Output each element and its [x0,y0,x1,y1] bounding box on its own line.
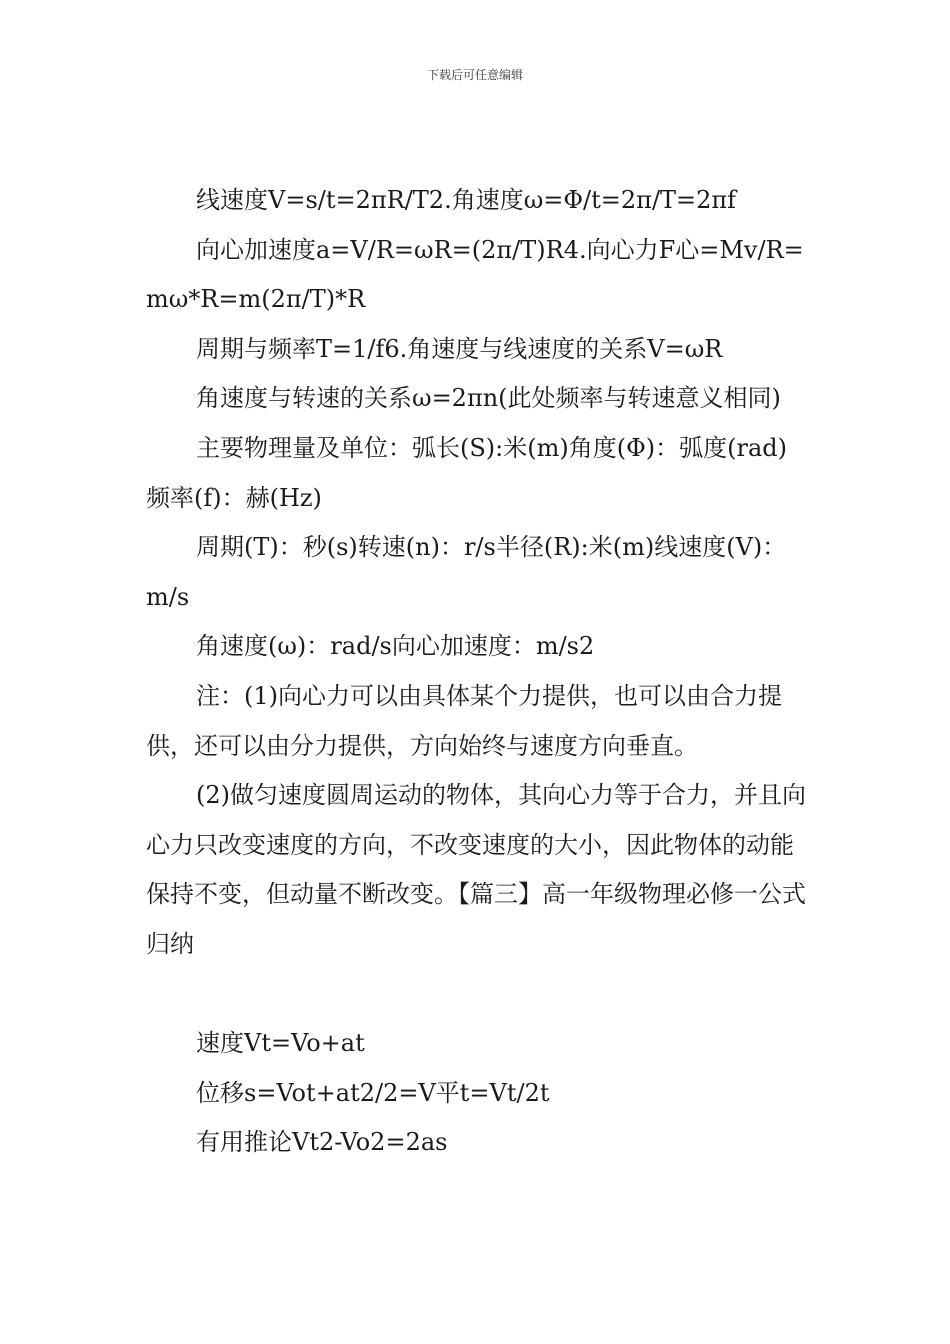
paragraph-note-2: (2)做匀速度圆周运动的物体，其向心力等于合力，并且向心力只改变速度的方向，不改变速度的大小，因此物体的动能保持不变，但动量不断改变。【篇三】高一年级物理必修一公式归纳 [146,781,806,958]
paragraph-inference-formula: 有用推论Vt2-Vo2=2as [196,1128,448,1157]
paragraph-period-frequency: 周期与频率T=1/f6.角速度与线速度的关系V=ωR [196,334,723,363]
paragraph-units-3: 角速度(ω)：rad/s向心加速度：m/s2 [196,632,595,661]
page-header-note: 下载后可任意编辑 [426,68,523,82]
paragraph-note-1: 注：(1)向心力可以由具体某个力提供，也可以由合力提供，还可以由分力提供，方向始终与速度方向垂直。 [146,681,782,760]
paragraph-line-speed: 线速度V=s/t=2πR/T2.角速度ω=Φ/t=2π/T=2πf [196,186,737,214]
paragraph-displacement-formula: 位移s=Vot+at2/2=V平t=Vt/2t [196,1078,550,1107]
paragraph-angular-rotation: 角速度与转速的关系ω=2πn(此处频率与转速意义相同) [196,384,781,413]
paragraph-centripetal-acceleration: 向心加速度a=V/R=ωR=(2π/T)R4.向心力F心=Mv/R=mω*R=m(2π/T)*R [146,235,804,314]
document-body [146,176,810,1168]
paragraph-velocity-formula: 速度Vt=Vo+at [196,1029,365,1058]
paragraph-units-2: 周期(T)：秒(s)转速(n)：r/s半径(R):米(m)线速度(V)：m/s [146,533,787,611]
paragraph-units-1: 主要物理量及单位：弧长(S):米(m)角度(Φ)：弧度(rad)频率(f)：赫(Hz) [146,433,788,512]
